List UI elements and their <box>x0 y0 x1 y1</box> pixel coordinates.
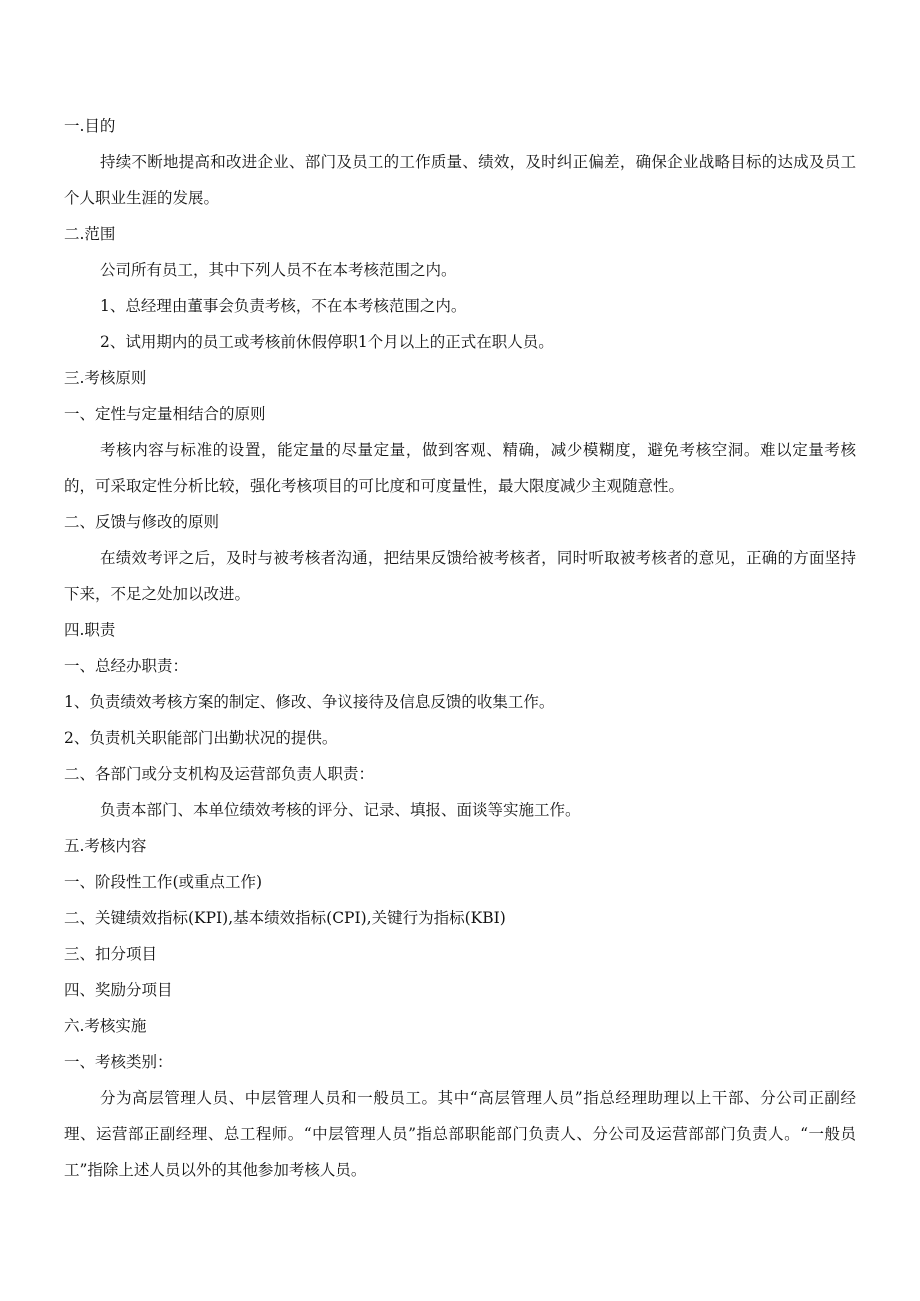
section-heading: 二、关键绩效指标(KPI),基本绩效指标(CPI),关键行为指标(KBI) <box>64 909 506 927</box>
section-heading: 四.职责 <box>64 621 116 639</box>
section-heading: 五.考核内容 <box>64 837 147 855</box>
body-paragraph: 负责本部门、本单位绩效考核的评分、记录、填报、面谈等实施工作。 <box>100 801 581 819</box>
section-heading: 六.考核实施 <box>64 1017 147 1035</box>
body-paragraph: 公司所有员工，其中下列人员不在本考核范围之内。 <box>100 261 457 279</box>
section-heading: 一、阶段性工作(或重点工作) <box>64 873 263 891</box>
section-heading: 2、负责机关职能部门出勤状况的提供。 <box>64 729 338 747</box>
section-heading: 一、定性与定量相结合的原则 <box>64 405 266 423</box>
body-paragraph: 在绩效考评之后，及时与被考核者沟通，把结果反馈给被考核者，同时听取被考核者的意见，正确的方面坚持下来，不足之处加以改进。 <box>64 549 856 603</box>
section-heading: 四、奖励分项目 <box>64 981 173 999</box>
body-paragraph: 1、总经理由董事会负责考核，不在本考核范围之内。 <box>100 297 467 315</box>
section-heading: 一.目的 <box>64 117 116 135</box>
section-heading: 二、反馈与修改的原则 <box>64 513 220 531</box>
section-heading: 一、考核类别： <box>64 1053 173 1071</box>
section-heading: 三.考核原则 <box>64 369 147 387</box>
body-paragraph: 2、试用期内的员工或考核前休假停职1个月以上的正式在职人员。 <box>100 333 554 351</box>
section-heading: 二、各部门或分支机构及运营部负责人职责： <box>64 765 375 783</box>
section-heading: 二.范围 <box>64 225 116 243</box>
document-body <box>64 108 856 1188</box>
body-paragraph: 分为高层管理人员、中层管理人员和一般员工。其中“高层管理人员”指总经理助理以上干部、分公司正副经理、运营部正副经理、总工程师。“中层管理人员”指总部职能部门负责人、分公司及运营部部门负责人。“一般员工”指除上述人员以外的其他参加考核人员。 <box>64 1089 856 1179</box>
body-paragraph: 持续不断地提高和改进企业、部门及员工的工作质量、绩效，及时纠正偏差，确保企业战略目标的达成及员工个人职业生涯的发展。 <box>64 153 856 207</box>
section-heading: 一、总经办职责： <box>64 657 189 675</box>
body-paragraph: 考核内容与标准的设置，能定量的尽量定量，做到客观、精确，减少模糊度，避免考核空洞。难以定量考核的，可采取定性分析比较，强化考核项目的可比度和可度量性，最大限度减少主观随意性。 <box>64 441 856 495</box>
section-heading: 1、负责绩效考核方案的制定、修改、争议接待及信息反馈的收集工作。 <box>64 693 555 711</box>
section-heading: 三、扣分项目 <box>64 945 158 963</box>
